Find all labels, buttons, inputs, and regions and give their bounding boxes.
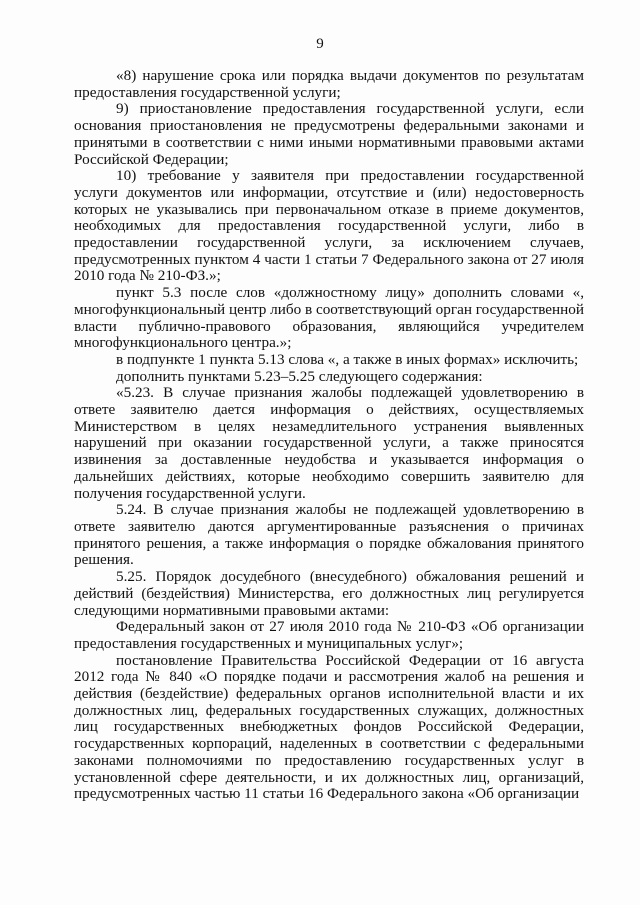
- paragraph: постановление Правительства Российской Федерации от 16 августа 2012 года № 840 «О порядке подачи и рассмотрения жалоб на решения и действия (бездействие) федеральных органов исполнительной власти и их должностных лиц, федеральных государственных служащих, должностных лиц государственных внебюджетных фондов Российской Федерации, государственных корпораций, наделенных в соответствии с федеральными законами полномочиями по предоставлению государственных услуг в установленной сфере деятельности, и их должностных лиц, организаций, предусмотренных частью 11 статьи 16 Федерального закона «Об организации: [74, 651, 584, 803]
- paragraph: дополнить пунктами 5.23–5.25 следующего содержания:: [116, 367, 483, 385]
- paragraph: в подпункте 1 пункта 5.13 слова «, а также в иных формах» исключить;: [116, 350, 579, 368]
- page-number: 9: [316, 36, 324, 52]
- paragraph: «8) нарушение срока или порядка выдачи документов по результатам предоставления государственной услуги;: [74, 67, 584, 101]
- paragraph: 5.25. Порядок досудебного (внесудебного) обжалования решений и действий (бездействия) Министерства, его должностных лиц регулируется следующими нормативными правовыми актами:: [74, 568, 584, 619]
- paragraph: 9) приостановление предоставления государственной услуги, если основания приостановления не предусмотрены федеральными законами и принятыми в соответствии с ними иными нормативными правовыми актами Российской Федерации;: [74, 100, 584, 168]
- paragraph: 5.24. В случае признания жалобы не подлежащей удовлетворению в ответе заявителю даются аргументированные разъяснения о причинах принятого решения, а также информация о порядке обжалования принятого решения.: [74, 501, 584, 569]
- paragraph: 10) требование у заявителя при предоставлении государственной услуги документов или информации, отсутствие и (или) недостоверность которых не указывались при первоначальном отказе в приеме документов, необходимых для предоставления государственной услуги, либо в предоставлении государственной услуги, за исключением случаев, предусмотренных пунктом 4 части 1 статьи 7 Федерального закона от 27 июля 2010 года № 210-ФЗ.»;: [74, 167, 584, 285]
- paragraph: пункт 5.3 после слов «должностному лицу» дополнить словами «, многофункциональный центр либо в соответствующий орган государственной власти публично-правового образования, являющийся учредителем многофункционального центра.»;: [74, 284, 585, 352]
- paragraph: «5.23. В случае признания жалобы подлежащей удовлетворению в ответе заявителю дается информация о действиях, осуществляемых Министерством в целях незамедлительного устранения выявленных нарушений при оказании государственной услуги, а также приносятся извинения за доставленные неудобства и указывается информация о дальнейших действиях, которые необходимо совершить заявителю для получения государственной услуги.: [74, 384, 584, 502]
- paragraph: Федеральный закон от 27 июля 2010 года № 210-ФЗ «Об организации предоставления государственных и муниципальных услуг»;: [74, 618, 584, 652]
- document-body: [74, 68, 584, 803]
